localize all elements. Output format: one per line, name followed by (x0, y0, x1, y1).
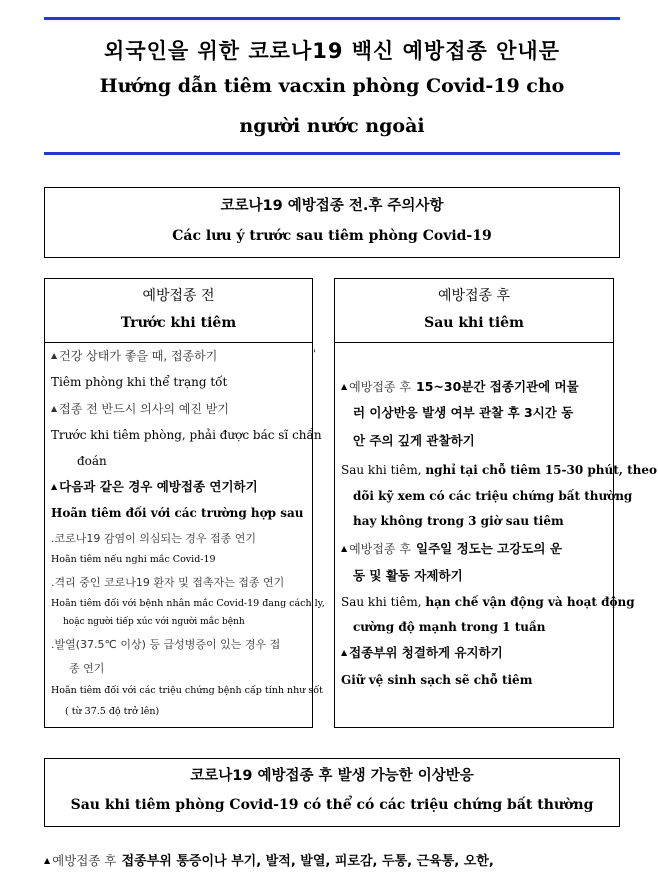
before-item-2-korean: ▲ 접종 전 반드시 의사의 예진 받기 (51, 402, 229, 416)
before-subitem-2-korean: .격리 중인 코로나19 환자 및 접촉자는 접종 연기 (51, 576, 285, 589)
after-title-vietnamese: Sau khi tiêm (424, 315, 524, 331)
bullet-icon: ▲ (341, 382, 348, 391)
before-header-divider (45, 342, 312, 343)
bullet-icon: ▲ (51, 351, 58, 360)
precautions-title-vietnamese: Các lưu ý trước sau tiêm phòng Covid-19 (172, 228, 492, 244)
after-item-2-korean: ▲ 예방접종 후 일주일 정도는 고강도의 운 (341, 541, 562, 556)
precautions-title-korean: 코로나19 예방접종 전.후 주의사항 (220, 198, 444, 214)
precautions-title-box (44, 187, 620, 258)
after-item-3-korean: ▲ 접종부위 청결하게 유지하기 (341, 645, 503, 660)
after-item-1-korean-cont1: 러 이상반응 발생 여부 관찰 후 3시간 동 (353, 405, 574, 420)
bullet-icon: ▲ (44, 856, 51, 865)
before-item-1-vietnamese: Tiêm phòng khi thể trạng tốt (51, 375, 228, 389)
before-subitem-1-korean: .코로나19 감염이 의심되는 경우 접종 연기 (51, 532, 256, 545)
before-subitem-1-vietnamese: Hoãn tiêm nếu nghi mắc Covid-19 (51, 554, 216, 565)
header-bottom-rule (44, 152, 620, 155)
after-item-2-korean-cont: 동 및 활동 자제하기 (353, 568, 463, 583)
after-item-1-vietnamese: Sau khi tiêm, nghỉ tại chỗ tiêm 15-30 phút, theo (341, 463, 658, 477)
bullet-icon: ▲ (51, 404, 58, 413)
after-item-1-korean: ▲ 예방접종 후 15~30분간 접종기관에 머물 (341, 379, 579, 394)
before-subitem-3-vietnamese: Hoãn tiêm đối với các triệu chứng bệnh cấp tính như sốt (51, 685, 323, 696)
reactions-title-box (44, 758, 620, 827)
after-item-1-korean-cont2: 안 주의 깊게 관찰하기 (353, 433, 475, 448)
before-subitem-2-vietnamese: Hoãn tiêm đối với bệnh nhân mắc Covid-19 đang cách ly, (51, 598, 325, 609)
before-item-2-vietnamese: Trước khi tiêm phòng, phải được bác sĩ chẩn (51, 428, 322, 442)
after-item-1-vietnamese-cont1: dõi kỹ xem có các triệu chứng bất thường (353, 489, 633, 503)
top-rule (44, 17, 620, 20)
before-item-3-korean: ▲ 다음과 같은 경우 예방접종 연기하기 (51, 479, 258, 494)
title-vietnamese-line1: Hướng dẫn tiêm vacxin phòng Covid-19 cho (99, 75, 565, 97)
before-vaccination-column (44, 278, 325, 728)
bullet-icon: ▲ (341, 648, 348, 657)
after-vaccination-column (334, 278, 658, 728)
before-subitem-3-vietnamese-cont: ( từ 37.5 độ trở lên) (65, 706, 160, 717)
before-subitem-3-korean-cont: 종 연기 (69, 662, 105, 675)
bullet-icon: ▲ (341, 544, 348, 553)
before-item-2-vietnamese-cont: đoán (77, 454, 107, 468)
before-title-vietnamese: Trước khi tiêm (120, 315, 237, 331)
after-item-2-vietnamese-cont: cường độ mạnh trong 1 tuần (353, 620, 546, 634)
title-vietnamese-line2: người nước ngoài (239, 115, 425, 137)
stray-mark: ' (313, 349, 316, 360)
reactions-title-korean: 코로나19 예방접종 후 발생 가능한 이상반응 (190, 768, 474, 784)
after-item-1-vietnamese-cont2: hay không trong 3 giờ sau tiêm (353, 514, 564, 528)
after-item-3-vietnamese: Giữ vệ sinh sạch sẽ chỗ tiêm (341, 673, 533, 687)
before-title-korean: 예방접종 전 (142, 288, 215, 304)
reactions-item-1: ▲ 예방접종 후 접종부위 통증이나 부기, 발적, 발열, 피로감, 두통, 근육통, 오한, (44, 853, 494, 869)
reactions-title-vietnamese: Sau khi tiêm phòng Covid-19 có thể có các triệu chứng bất thường (70, 797, 594, 813)
before-item-3-vietnamese: Hoãn tiêm đối với các trường hợp sau (51, 506, 304, 520)
before-subitem-2-vietnamese-cont: hoặc người tiếp xúc với người mắc bệnh (63, 617, 245, 627)
title-korean: 외국인을 위한 코로나19 백신 예방접종 안내문 (104, 39, 560, 63)
before-subitem-3-korean: .발열(37.5℃ 이상) 등 급성병증이 있는 경우 접 (51, 638, 281, 651)
bullet-icon: ▲ (51, 482, 58, 491)
after-title-korean: 예방접종 후 (437, 288, 511, 304)
after-item-2-vietnamese: Sau khi tiêm, hạn chế vận động và hoạt động (341, 595, 635, 609)
before-item-1-korean: ▲ 건강 상태가 좋을 때, 접종하기 (51, 349, 218, 363)
after-header-divider (335, 342, 613, 343)
